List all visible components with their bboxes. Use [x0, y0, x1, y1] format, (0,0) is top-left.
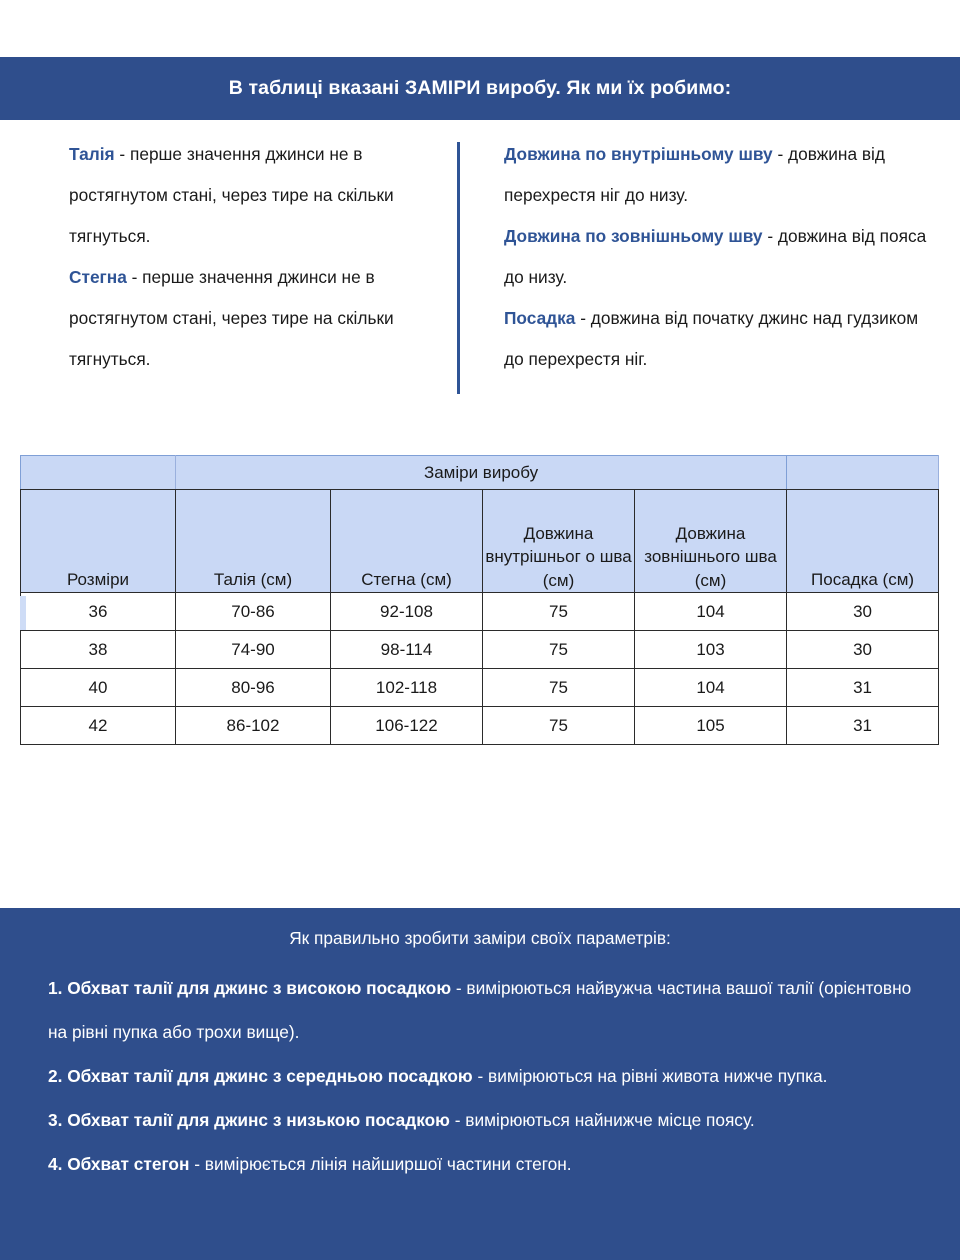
explanation-term: Талія [69, 144, 115, 164]
bottom-intro-text: Як правильно зробити заміри своїх параметрів: [289, 928, 671, 948]
cell-outseam: 104 [635, 669, 787, 707]
cell-outseam: 105 [635, 707, 787, 745]
cell-waist: 70-86 [176, 593, 331, 631]
explanation-dash: - [126, 267, 143, 287]
column-header-hips: Стегна (см) [331, 490, 483, 593]
size-table [20, 455, 939, 745]
band-spacer-cell [21, 456, 176, 490]
instruction-title: 1. Обхват талії для джинс з високою посадкою [48, 978, 452, 998]
cell-inseam: 75 [483, 669, 635, 707]
explanation-dash: - [762, 226, 778, 246]
explanation-term: Посадка [504, 308, 576, 328]
band-title-cell: Заміри виробу [176, 456, 787, 490]
explanations-right-column [504, 134, 934, 380]
explanation-item [69, 257, 444, 380]
cell-outseam: 104 [635, 593, 787, 631]
column-header-inseam: Довжина внутрішньог о шва (см) [483, 490, 635, 593]
column-header-outseam: Довжина зовнішнього шва (см) [635, 490, 787, 593]
cell-rise: 30 [787, 631, 939, 669]
cell-size: 42 [21, 707, 176, 745]
cell-size: 38 [21, 631, 176, 669]
cell-hips: 106-122 [331, 707, 483, 745]
instruction-item [48, 1098, 928, 1142]
explanation-term: Стегна [69, 267, 127, 287]
instruction-text: - вимірюються найвужча частина вашої талії (орієнтовно на рівні пупка або трохи вище). [48, 978, 912, 1042]
instruction-title: 4. Обхват стегон [48, 1154, 190, 1174]
cell-waist: 80-96 [176, 669, 331, 707]
explanation-dash: - [114, 144, 130, 164]
cell-size: 36 [21, 593, 176, 631]
instruction-text: - вимірюються на рівні живота нижче пупка. [472, 1066, 828, 1086]
instruction-title: 3. Обхват талії для джинс з низькою посадкою [48, 1110, 450, 1130]
cell-rise: 30 [787, 593, 939, 631]
explanation-dash: - [575, 308, 591, 328]
cell-waist: 74-90 [176, 631, 331, 669]
explanation-term: Довжина по внутрішньому шву [504, 144, 773, 164]
cell-rise: 31 [787, 669, 939, 707]
instruction-title: 2. Обхват талії для джинс з середньою посадкою [48, 1066, 473, 1086]
instruction-text: - вимірюється лінія найширшої частини стегон. [189, 1154, 572, 1174]
column-header-sizes: Розміри [21, 490, 176, 593]
explanation-text: перше значення джинси не в ростягнутом стані, через тире на скільки тягнуться. [69, 267, 394, 369]
bottom-instructions-panel [0, 908, 960, 1260]
column-header-waist: Талія (см) [176, 490, 331, 593]
explanation-item [504, 298, 934, 380]
column-header-rise: Посадка (см) [787, 490, 939, 593]
instruction-item [48, 1142, 928, 1186]
cell-outseam: 103 [635, 631, 787, 669]
cell-hips: 102-118 [331, 669, 483, 707]
explanation-text: довжина від початку джинс над гудзиком до перехрестя ніг. [504, 308, 919, 369]
explanation-text: довжина від перехрестя ніг до низу. [504, 144, 885, 205]
explanation-item [69, 134, 444, 257]
table-band-row [21, 456, 939, 490]
table-row [21, 631, 939, 669]
instruction-text: - вимірюються найнижче місце поясу. [449, 1110, 755, 1130]
explanation-text: довжина від пояса до низу. [504, 226, 927, 287]
cell-size: 40 [21, 669, 176, 707]
band-spacer-cell [787, 456, 939, 490]
bottom-instructions-list [48, 966, 928, 1186]
cell-hips: 98-114 [331, 631, 483, 669]
cell-inseam: 75 [483, 631, 635, 669]
row-highlight-sliver [20, 596, 26, 630]
explanation-item [504, 134, 934, 216]
table-header-row [21, 490, 939, 593]
table-row [21, 669, 939, 707]
explanations-section [0, 134, 960, 402]
explanation-text: перше значення джинси не в ростягнутом стані, через тире на скільки тягнуться. [69, 144, 394, 246]
cell-rise: 31 [787, 707, 939, 745]
cell-hips: 92-108 [331, 593, 483, 631]
column-divider [457, 142, 460, 394]
cell-inseam: 75 [483, 593, 635, 631]
table-row [21, 593, 939, 631]
explanation-dash: - [772, 144, 789, 164]
table-row [21, 707, 939, 745]
cell-inseam: 75 [483, 707, 635, 745]
cell-waist: 86-102 [176, 707, 331, 745]
banner-title: В таблиці вказані ЗАМІРИ виробу. Як ми їх робимо: [228, 77, 732, 99]
instruction-item [48, 966, 928, 1054]
instruction-item [48, 1054, 928, 1098]
explanations-left-column [69, 134, 444, 380]
size-table-container [20, 455, 938, 745]
explanation-item [504, 216, 934, 298]
top-banner [0, 57, 960, 120]
explanation-term: Довжина по зовнішньому шву [504, 226, 763, 246]
